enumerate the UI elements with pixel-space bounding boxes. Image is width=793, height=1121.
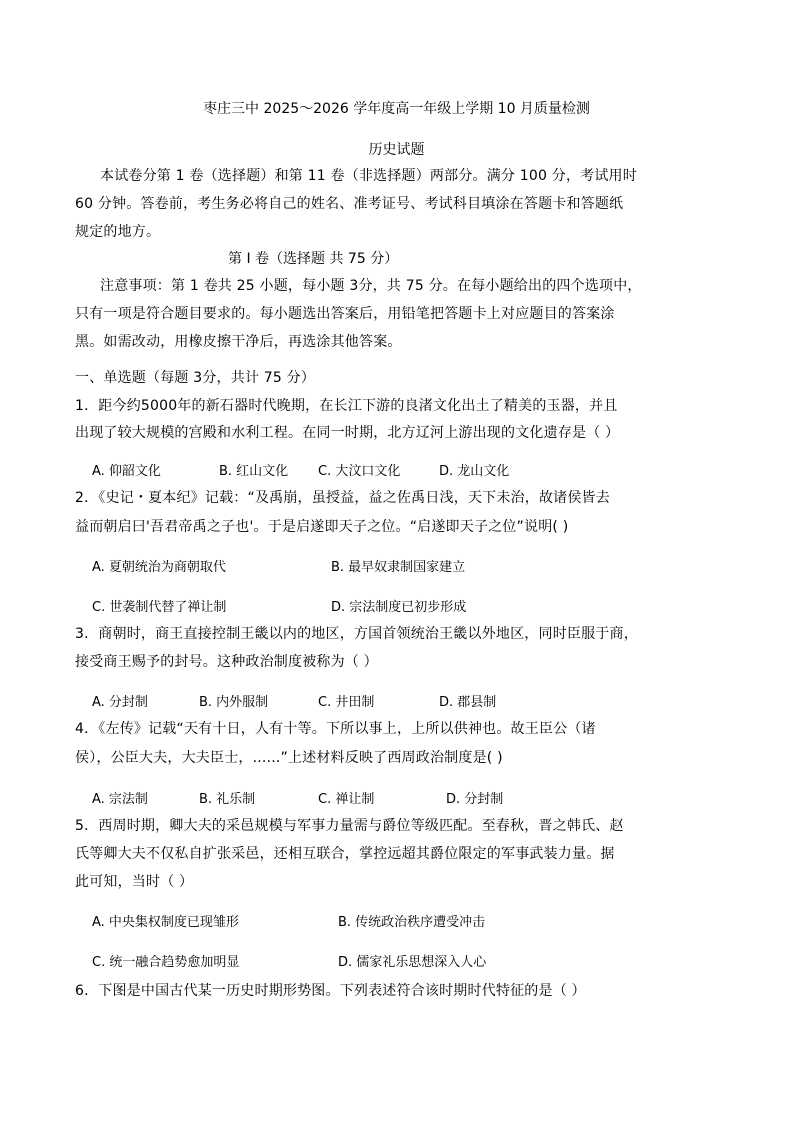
question-2-option-c: C. 世袭制代替了禅让制 — [92, 600, 227, 615]
part-title: 第 I 卷（选择题 共 75 分） — [228, 251, 399, 267]
intro-line: 本试卷分第 1 卷（选择题）和第 11 卷（非选择题）两部分。满分 100 分，考试用时 — [100, 168, 637, 184]
question-5-line: 此可知，当时（ ） — [75, 874, 194, 890]
section-heading: 一、单选题（每题 3分，共计 75 分） — [75, 370, 316, 386]
question-2-line: 益而朝启曰'吾君帝禹之子也'。于是启遂即天子之位。“启遂即天子之位”说明( ) — [75, 519, 569, 535]
question-3-option-b: B. 内外服制 — [199, 695, 269, 710]
question-4-option-d: D. 分封制 — [446, 792, 504, 807]
question-5-option-b: B. 传统政治秩序遭受冲击 — [338, 915, 486, 930]
question-2-option-d: D. 宗法制度已初步形成 — [331, 600, 467, 615]
question-1-line: 1．距今约5000年的新石器时代晚期，在长江下游的良渚文化出土了精美的玉器，并且 — [75, 398, 618, 414]
question-2-option-b: B. 最早奴隶制国家建立 — [331, 560, 466, 575]
notice-line: 黑。如需改动，用橡皮擦干净后，再选涂其他答案。 — [75, 334, 402, 350]
notice-line: 只有一项是符合题目要求的。每小题选出答案后，用铅笔把答题卡上对应题目的答案涂 — [75, 306, 615, 322]
question-4-option-a: A. 宗法制 — [92, 792, 148, 807]
question-3-line: 3．商朝时，商王直接控制王畿以内的地区，方国首领统治王畿以外地区，同时臣服于商， — [75, 626, 638, 642]
question-4-line: 4．《左传》记载“天有十日，人有十等。下所以事上，上所以供神也。故王臣公（诸 — [75, 721, 596, 737]
question-5-option-d: D. 儒家礼乐思想深入人心 — [338, 955, 487, 970]
question-3-option-a: A. 分封制 — [92, 695, 148, 710]
question-1-option-b: B. 红山文化 — [219, 464, 289, 479]
question-5-option-a: A. 中央集权制度已现雏形 — [92, 915, 239, 930]
question-1-option-d: D. 龙山文化 — [439, 464, 510, 479]
question-1-option-c: C. 大汶口文化 — [318, 464, 401, 479]
question-3-option-d: D. 郡县制 — [439, 695, 497, 710]
question-5-line: 氏等卿大夫不仅私自扩张采邑，还相互联合，掌控远超其爵位限定的军事武装力量。据 — [75, 846, 615, 862]
question-5-line: 5．西周时期，卿大夫的采邑规模与军事力量需与爵位等级匹配。至春秋，晋之韩氏、赵 — [75, 818, 624, 834]
question-2-line: 2．《史记・夏本纪》记载：“及禹崩，虽授益，益之佐禹日浅，天下未治，故诸侯皆去 — [75, 490, 610, 506]
notice-line: 注意事项：第 1 卷共 25 小题，每小题 3分，共 75 分。在每小题给出的四个选项中， — [100, 278, 642, 294]
intro-line: 规定的地方。 — [75, 224, 161, 240]
question-3-option-c: C. 井田制 — [318, 695, 375, 710]
question-3-line: 接受商王赐予的封号。这种政治制度被称为（ ） — [75, 654, 378, 670]
exam-title: 枣庄三中 2025～2026 学年度高一年级上学期 10 月质量检测 — [203, 101, 590, 117]
question-4-line: 侯），公臣大夫，大夫臣士，......”上述材料反映了西周政治制度是( ) — [75, 750, 503, 766]
question-2-option-a: A. 夏朝统治为商朝取代 — [92, 560, 226, 575]
question-5-option-c: C. 统一融合趋势愈加明显 — [92, 955, 240, 970]
intro-line: 60 分钟。答卷前，考生务必将自己的姓名、准考证号、考试科目填涂在答题卡和答题纸 — [75, 196, 624, 212]
question-1-line: 出现了较大规模的宫殿和水利工程。在同一时期，北方辽河上游出现的文化遗存是（ ） — [75, 425, 620, 441]
question-1-option-a: A. 仰韶文化 — [92, 464, 161, 479]
question-4-option-c: C. 禅让制 — [318, 792, 375, 807]
question-6-line: 6．下图是中国古代某一历史时期形势图。下列表述符合该时期时代特征的是（ ） — [75, 983, 586, 999]
question-4-option-b: B. 礼乐制 — [199, 792, 256, 807]
subject-title: 历史试题 — [368, 142, 425, 158]
